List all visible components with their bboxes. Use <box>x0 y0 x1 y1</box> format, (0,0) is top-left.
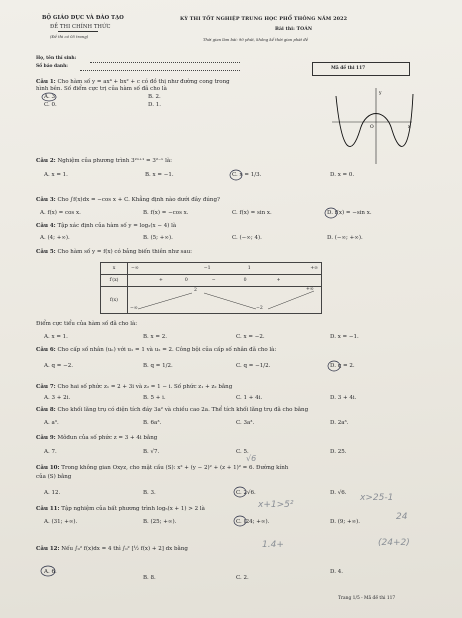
question-5-text-2: Điểm cực tiểu của hàm số đã cho là: <box>36 321 138 327</box>
q2-option-c[interactable]: C. x = 1/3. <box>232 172 262 178</box>
question-11-text: Câu 11: Tập nghiệm của bất phương trình log₅(x + 1) > 2 là <box>36 506 205 512</box>
exam-code: Mã đề thi 117 <box>331 66 366 71</box>
question-9-text: Câu 9: Môđun của số phức z = 3 + 4i bằng <box>36 435 158 441</box>
q3-option-b[interactable]: B. f(x) = −cos x. <box>143 210 189 216</box>
pencil-note-3: 24 <box>396 512 408 522</box>
q1-option-b[interactable]: B. 2. <box>148 94 161 100</box>
question-4-text: Câu 4: Tập xác định của hàm số y = log₂(x − 4) là <box>36 223 177 229</box>
question-2-text: Câu 2: Nghiệm của phương trình 3²ˣ⁺¹ = 3²⁻ˣ là: <box>36 158 172 164</box>
q8-option-c[interactable]: C. 3a³. <box>236 420 255 426</box>
bbt-arrows <box>128 287 318 313</box>
q6-option-a[interactable]: A. q = −2. <box>44 363 73 369</box>
header-divider <box>58 31 98 32</box>
exam-title: KỲ THI TỐT NGHIỆP TRUNG HỌC PHỔ THÔNG NĂM 2022 <box>180 16 348 22</box>
q10-pen-mark-c <box>233 486 247 498</box>
bbt-x-minus-one: −1 <box>182 263 231 275</box>
page-footer: Trang 1/5 - Mã đề thi 117 <box>338 596 396 601</box>
q4-option-d[interactable]: D. (−∞; +∞). <box>327 235 363 241</box>
question-5-text: Câu 5: Cho hàm số y = f(x) có bảng biến thiên như sau: <box>36 249 193 255</box>
q6-pen-mark-d <box>327 360 341 372</box>
question-7-text: Câu 7: Cho hai số phức z₁ = 2 + 3i và z₂ = 1 − i. Số phức z₁ + z₂ bằng <box>36 384 233 390</box>
q8-option-d[interactable]: D. 2a³. <box>330 420 349 426</box>
q1-option-c[interactable]: C. 0. <box>44 102 57 108</box>
bbt-x-one: 1 <box>232 263 267 275</box>
graph-origin: O <box>370 125 374 130</box>
time-note: Thời gian làm bài: 90 phút, không kể thời gian phát đề <box>203 37 309 42</box>
official-label: ĐỀ THI CHÍNH THỨC <box>50 24 111 30</box>
candidate-id-line <box>80 70 240 71</box>
q5-option-b[interactable]: B. x = 2. <box>143 334 167 340</box>
q5-option-c[interactable]: C. x = −2. <box>236 334 265 340</box>
q7-option-b[interactable]: B. 5 + i. <box>143 395 166 401</box>
question-3-text: Câu 3: Cho ∫f(x)dx = −cos x + C. Khẳng định nào dưới đây đúng? <box>36 197 220 203</box>
candidate-name-label: Họ, tên thí sinh: <box>36 56 77 61</box>
q12-option-d[interactable]: D. 4. <box>330 569 343 575</box>
pencil-note-6: √6 <box>246 454 257 463</box>
exam-code-box <box>312 62 410 76</box>
question-10-text: Câu 10: Trong không gian Oxyz, cho mặt cầu (S): x² + (y − 2)² + (z + 1)² = 6. Đường kính <box>36 465 289 471</box>
q1-option-d[interactable]: D. 1. <box>148 102 161 108</box>
q1-option-a[interactable]: A. 3. <box>44 94 57 100</box>
bbt-neg-inf-value: −∞ <box>130 306 138 311</box>
q9-option-b[interactable]: B. √7. <box>143 449 160 455</box>
bbt-f-label: f(x) <box>101 287 128 314</box>
bbt-fp-label: f′(x) <box>101 275 128 287</box>
bbt-x-label: x <box>101 263 128 275</box>
bbt-x-neg-inf: −∞ <box>128 263 183 275</box>
bbt-f-row <box>128 287 322 314</box>
pencil-note-2: x>25-1 <box>360 493 394 503</box>
bbt-max-value: 2 <box>194 288 197 293</box>
bbt-fp-signs: + 0 − 0 + <box>128 275 322 287</box>
question-8-text: Câu 8: Cho khối lăng trụ có diện tích đáy 3a² và chiều cao 2a. Thể tích khối lăng trụ đã cho bằng <box>36 407 309 413</box>
q3-option-c[interactable]: C. f(x) = sin x. <box>232 210 272 216</box>
q12-option-c[interactable]: C. 2. <box>236 575 249 581</box>
question-10-text-2: của (S) bằng <box>36 474 72 480</box>
q7-option-a[interactable]: A. 3 + 2i. <box>44 395 71 401</box>
q11-option-a[interactable]: A. (31; +∞). <box>44 519 78 525</box>
q8-option-b[interactable]: B. 6a³. <box>143 420 162 426</box>
q4-option-b[interactable]: B. (5; +∞). <box>143 235 173 241</box>
q12-option-a[interactable]: A. 6. <box>44 569 57 575</box>
q9-option-d[interactable]: D. 25. <box>330 449 347 455</box>
bbt-pos-inf-value: +∞ <box>306 287 314 292</box>
pencil-note-1: x+1>5² <box>258 500 294 510</box>
question-6-text: Câu 6: Cho cấp số nhân (uₙ) với u₁ = 1 và u₂ = 2. Công bội của cấp số nhân đã cho là: <box>36 347 277 353</box>
q3-option-a[interactable]: A. f(x) = cos x. <box>40 210 81 216</box>
candidate-id-label: Số báo danh: <box>36 64 68 69</box>
q3-option-d[interactable]: D. f(x) = −sin x. <box>327 210 372 216</box>
question-1-text-2: hình bên. Số điểm cực trị của hàm số đã cho là <box>36 86 167 92</box>
q5-option-d[interactable]: D. x = −1. <box>330 334 359 340</box>
q11-option-c[interactable]: C. (24; +∞). <box>236 519 270 525</box>
q12-pen-mark-a <box>40 565 56 577</box>
q10-option-b[interactable]: B. 3. <box>143 490 156 496</box>
q9-option-a[interactable]: A. 7. <box>44 449 57 455</box>
q11-pen-mark-c <box>233 515 247 527</box>
q2-pen-mark-c <box>229 169 243 181</box>
q2-option-b[interactable]: B. x = −1. <box>145 172 174 178</box>
ministry-name: BỘ GIÁO DỤC VÀ ĐÀO TẠO <box>42 15 124 21</box>
q11-option-b[interactable]: B. (25; +∞). <box>143 519 177 525</box>
q1-pen-mark-a <box>41 92 57 102</box>
q10-option-a[interactable]: A. 12. <box>44 490 61 496</box>
q6-option-c[interactable]: C. q = −1/2. <box>236 363 271 369</box>
q12-option-b[interactable]: B. 8. <box>143 575 156 581</box>
q3-pen-mark-d <box>324 207 338 219</box>
question-12-text: Câu 12: Nếu ∫₀² f(x)dx = 4 thì ∫₀² [½ f(x) + 2] dx bằng <box>36 546 188 552</box>
bbt-min-value: −2 <box>256 306 263 311</box>
quartic-curve <box>336 94 413 147</box>
q7-option-d[interactable]: D. 3 + 4i. <box>330 395 357 401</box>
pencil-note-4: (24+2) <box>378 538 410 548</box>
q5-option-a[interactable]: A. x = 1. <box>44 334 68 340</box>
q4-option-a[interactable]: A. (4; +∞). <box>40 235 70 241</box>
q10-option-d[interactable]: D. √6. <box>330 490 347 496</box>
q2-option-d[interactable]: D. x = 0. <box>330 172 355 178</box>
question-1-text: Câu 1: Cho hàm số y = ax⁴ + bx² + c có đồ thị như đường cong trong <box>36 79 230 85</box>
candidate-name-line <box>90 62 240 63</box>
pencil-note-5: 1.4+ <box>262 540 284 550</box>
exam-subject: Bài thi: TOÁN <box>275 27 313 32</box>
q11-option-d[interactable]: D. (9; +∞). <box>330 519 361 525</box>
q6-option-b[interactable]: B. q = 1/2. <box>143 363 173 369</box>
pages-note: (Đề thi có 05 trang) <box>50 34 89 39</box>
q9-option-c[interactable]: C. 5. <box>236 449 249 455</box>
q2-option-a[interactable]: A. x = 1. <box>44 172 68 178</box>
q8-option-a[interactable]: A. a³. <box>44 420 59 426</box>
quartic-graph <box>330 86 414 166</box>
bbt-x-pos-inf: +∞ <box>266 263 321 275</box>
graph-x-label: x <box>408 125 411 130</box>
q6-option-d[interactable]: D. q = 2. <box>330 363 355 369</box>
q10-option-c[interactable]: C. 2√6. <box>236 490 256 496</box>
q7-option-c[interactable]: C. 1 + 4i. <box>236 395 263 401</box>
variation-table <box>100 262 322 314</box>
graph-y-label: y <box>379 91 382 96</box>
q4-option-c[interactable]: C. (−∞; 4). <box>232 235 262 241</box>
